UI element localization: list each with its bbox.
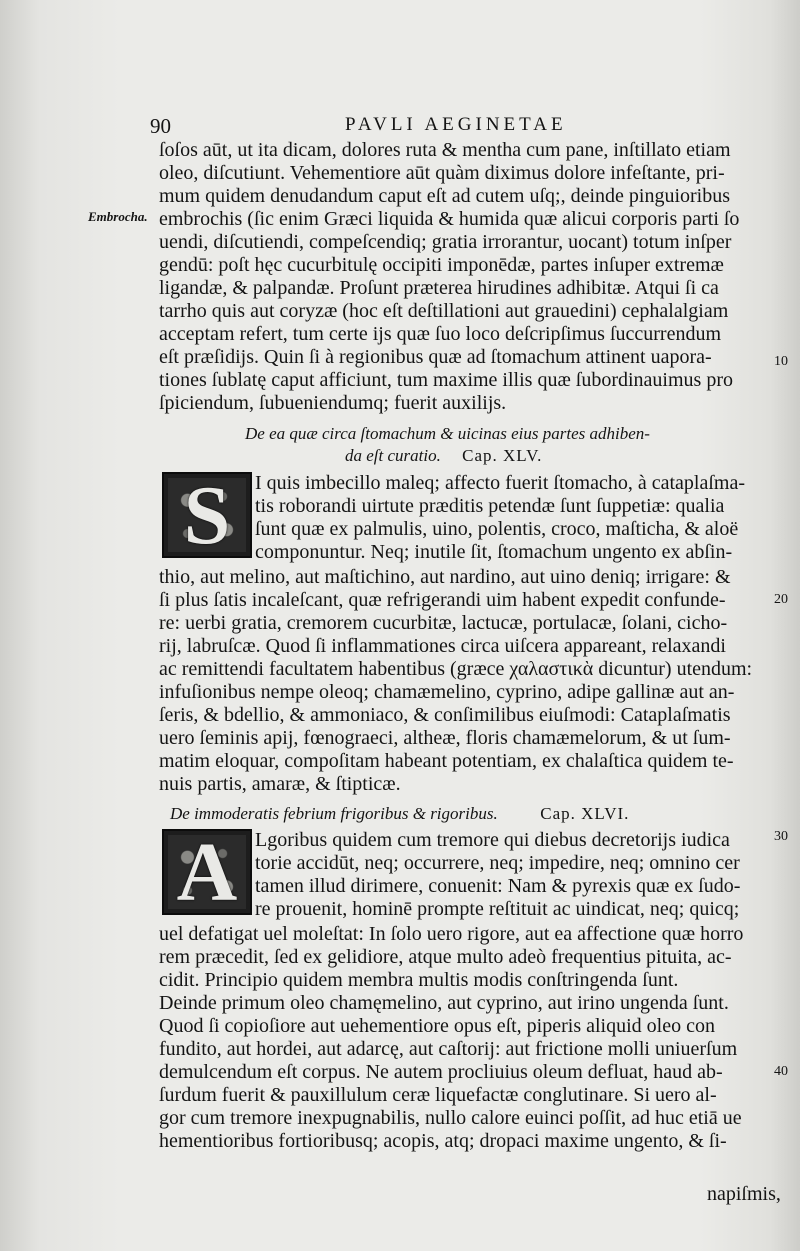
text-line: ſurdum fuerit & pauxillulum ceræ liquefactæ conglutinare. Si uero al- <box>159 1084 717 1106</box>
text-line: gendū: poſt hęc cucurbitulę occipiti imponēdæ, partes inſuper extremæ <box>159 254 724 276</box>
text-line: re prouenit, hominē prompte reſtituit ac uindicat, neq; quicq; <box>255 898 740 920</box>
text-line: oleo, diſcutiunt. Vehementiore aūt quàm diximus dolore infeſtante, pri- <box>159 162 725 184</box>
text-line: tis roborandi uirtute præditis petendæ ſunt ſuppetiæ: qualia <box>255 495 725 517</box>
text-line: re: uerbi gratia, cremorem cucurbitæ, lactucæ, portulacæ, ſolani, cicho- <box>159 612 728 634</box>
chapter-heading-45-cont <box>345 446 542 466</box>
text-line: infuſionibus nempe oleoq; chamæmelino, cyprino, adipe gallinæ aut an- <box>159 681 735 703</box>
text-line: uero ſeminis apij, fœnograeci, altheæ, floris chamæmelorum, & ut ſum- <box>159 727 731 749</box>
text-line: hementioribus fortioribusq; acopis, atq; dropaci maxime ungento, & ſi- <box>159 1130 727 1152</box>
text-line: nuis partis, amaræ, & ſtipticæ. <box>159 773 401 795</box>
text-line: Deinde primum oleo chamęmelino, aut cyprino, aut irino ungenda ſunt. <box>159 992 729 1014</box>
chapter-number-46: Cap. XLVI. <box>540 804 630 823</box>
text-line: ac remittendi facultatem habentibus (græce χαλαστικὰ dicuntur) utendum: <box>159 658 753 680</box>
text-line: eſt præſidijs. Quin ſi à regionibus quæ ad ſtomachum attinent uapora- <box>159 346 712 368</box>
text-line: tarrho quis aut coryzæ (hoc eſt deſtillationi aut grauedini) cephalalgiam <box>159 300 729 322</box>
text-line: Lgoribus quidem cum tremore qui diebus decretorijs iudica <box>255 829 730 851</box>
initial-letter: A <box>176 826 238 919</box>
text-line: Quod ſi copioſiore aut uehementiore opus eſt, piperis aliquid oleo con <box>159 1015 715 1037</box>
text-line: ligandæ, & palpandæ. Proſunt præterea hirudines adhibitæ. Atqui ſi ca <box>159 277 719 299</box>
text-line: I quis imbecillo maleq; affecto fuerit ſtomacho, à cataplaſma- <box>255 472 745 494</box>
text-line: acceptam refert, tum certe ijs quæ ſuo loco deſcripſimus ſuccurrendum <box>159 323 722 345</box>
page-header <box>150 114 610 136</box>
text-line: thio, aut melino, aut maſtichino, aut nardino, aut uino deniq; irrigare: & <box>159 566 731 588</box>
line-number-40: 40 <box>774 1064 788 1079</box>
margin-note: Embrocha. <box>88 209 148 224</box>
text-line: ſoſos aūt, ut ita dicam, dolores ruta & mentha cum pane, inſtillato etiam <box>159 139 731 161</box>
decorated-initial-s <box>162 469 252 562</box>
chapter-heading-45: De ea quæ circa ſtomachum & uicinas eius partes adhiben- <box>245 424 650 443</box>
text-line: componuntur. Neq; inutile ſit, ſtomachum ungento ex abſin- <box>255 541 733 563</box>
folio-number: 90 <box>150 114 171 138</box>
chapter-number-45: Cap. XLV. <box>462 446 543 465</box>
text-line: fundito, aut hordei, aut adarcę, aut caſtorij: aut frictione molli uniuerſum <box>159 1038 738 1060</box>
text-line: rem præcedit, ſed ex gelidiore, atque multo adeò frequentius pituita, ac- <box>159 946 732 968</box>
text-line: uel defatigat uel moleſtat: In ſolo uero rigore, aut ea affectione quæ horro <box>159 923 744 945</box>
running-head: PAVLI AEGINETAE <box>345 114 567 135</box>
text-line: cidit. Principio quidem membra multis modis conſtringenda ſunt. <box>159 969 679 991</box>
text-line: ſi plus ſatis incaleſcant, quæ refrigerandi uim habent expedit confunde- <box>159 589 726 611</box>
text-line: ſpiciendum, ſubueniendumq; fuerit auxilijs. <box>159 392 507 414</box>
chapter-heading-46 <box>170 804 629 824</box>
text-line: tamen illud dirimere, conuenit: Nam & pyrexis quæ ex ſudo- <box>255 875 741 897</box>
text-line: uendi, diſcutiendi, compeſcendiq; gratia irrorantur, uocant) totum inſper <box>159 231 732 253</box>
text-line: ſunt quæ ex palmulis, uino, polentis, croco, maſticha, & aloë <box>255 518 739 540</box>
line-number-30: 30 <box>774 829 788 844</box>
text-line: tiones ſublatę caput afficiunt, tum maxime illis quæ ſubordinauimus pro <box>159 369 733 391</box>
initial-letter: S <box>183 469 231 562</box>
text-line: demulcendum eſt corpus. Ne autem procliuius oleum defluat, haud ab- <box>159 1061 723 1083</box>
chapter-heading-45-text: da eſt curatio. <box>345 446 441 465</box>
text-line: embrochis (ſic enim Græci liquida & humida quæ alicui corporis parti ſo <box>159 208 740 230</box>
line-number-20: 20 <box>774 592 788 607</box>
text-line: torie accidūt, neq; occurrere, neq; impedire, neq; omnino cer <box>255 852 740 874</box>
text-line: ſeris, & bdellio, & ammoniaco, & conſimilibus eiuſmodi: Cataplaſmatis <box>159 704 731 726</box>
text-line: matim eloquar, compoſitam habeant potentiam, ex chalaſtica quidem te- <box>159 750 734 772</box>
line-number-10: 10 <box>774 354 788 369</box>
catchword: napiſmis, <box>707 1183 781 1205</box>
decorated-initial-a <box>162 826 252 919</box>
text-line: mum quidem denudandum caput eſt ad cutem uſq;, deinde pinguioribus <box>159 185 730 207</box>
text-line: gor cum tremore inexpugnabilis, nullo calore euinci poſſit, ad huc etiā ue <box>159 1107 742 1129</box>
text-line: rij, labruſcæ. Quod ſi inflammationes circa uiſcera appareant, relaxandi <box>159 635 726 657</box>
chapter-heading-46-text: De immoderatis febrium frigoribus & rigoribus. <box>170 804 498 823</box>
